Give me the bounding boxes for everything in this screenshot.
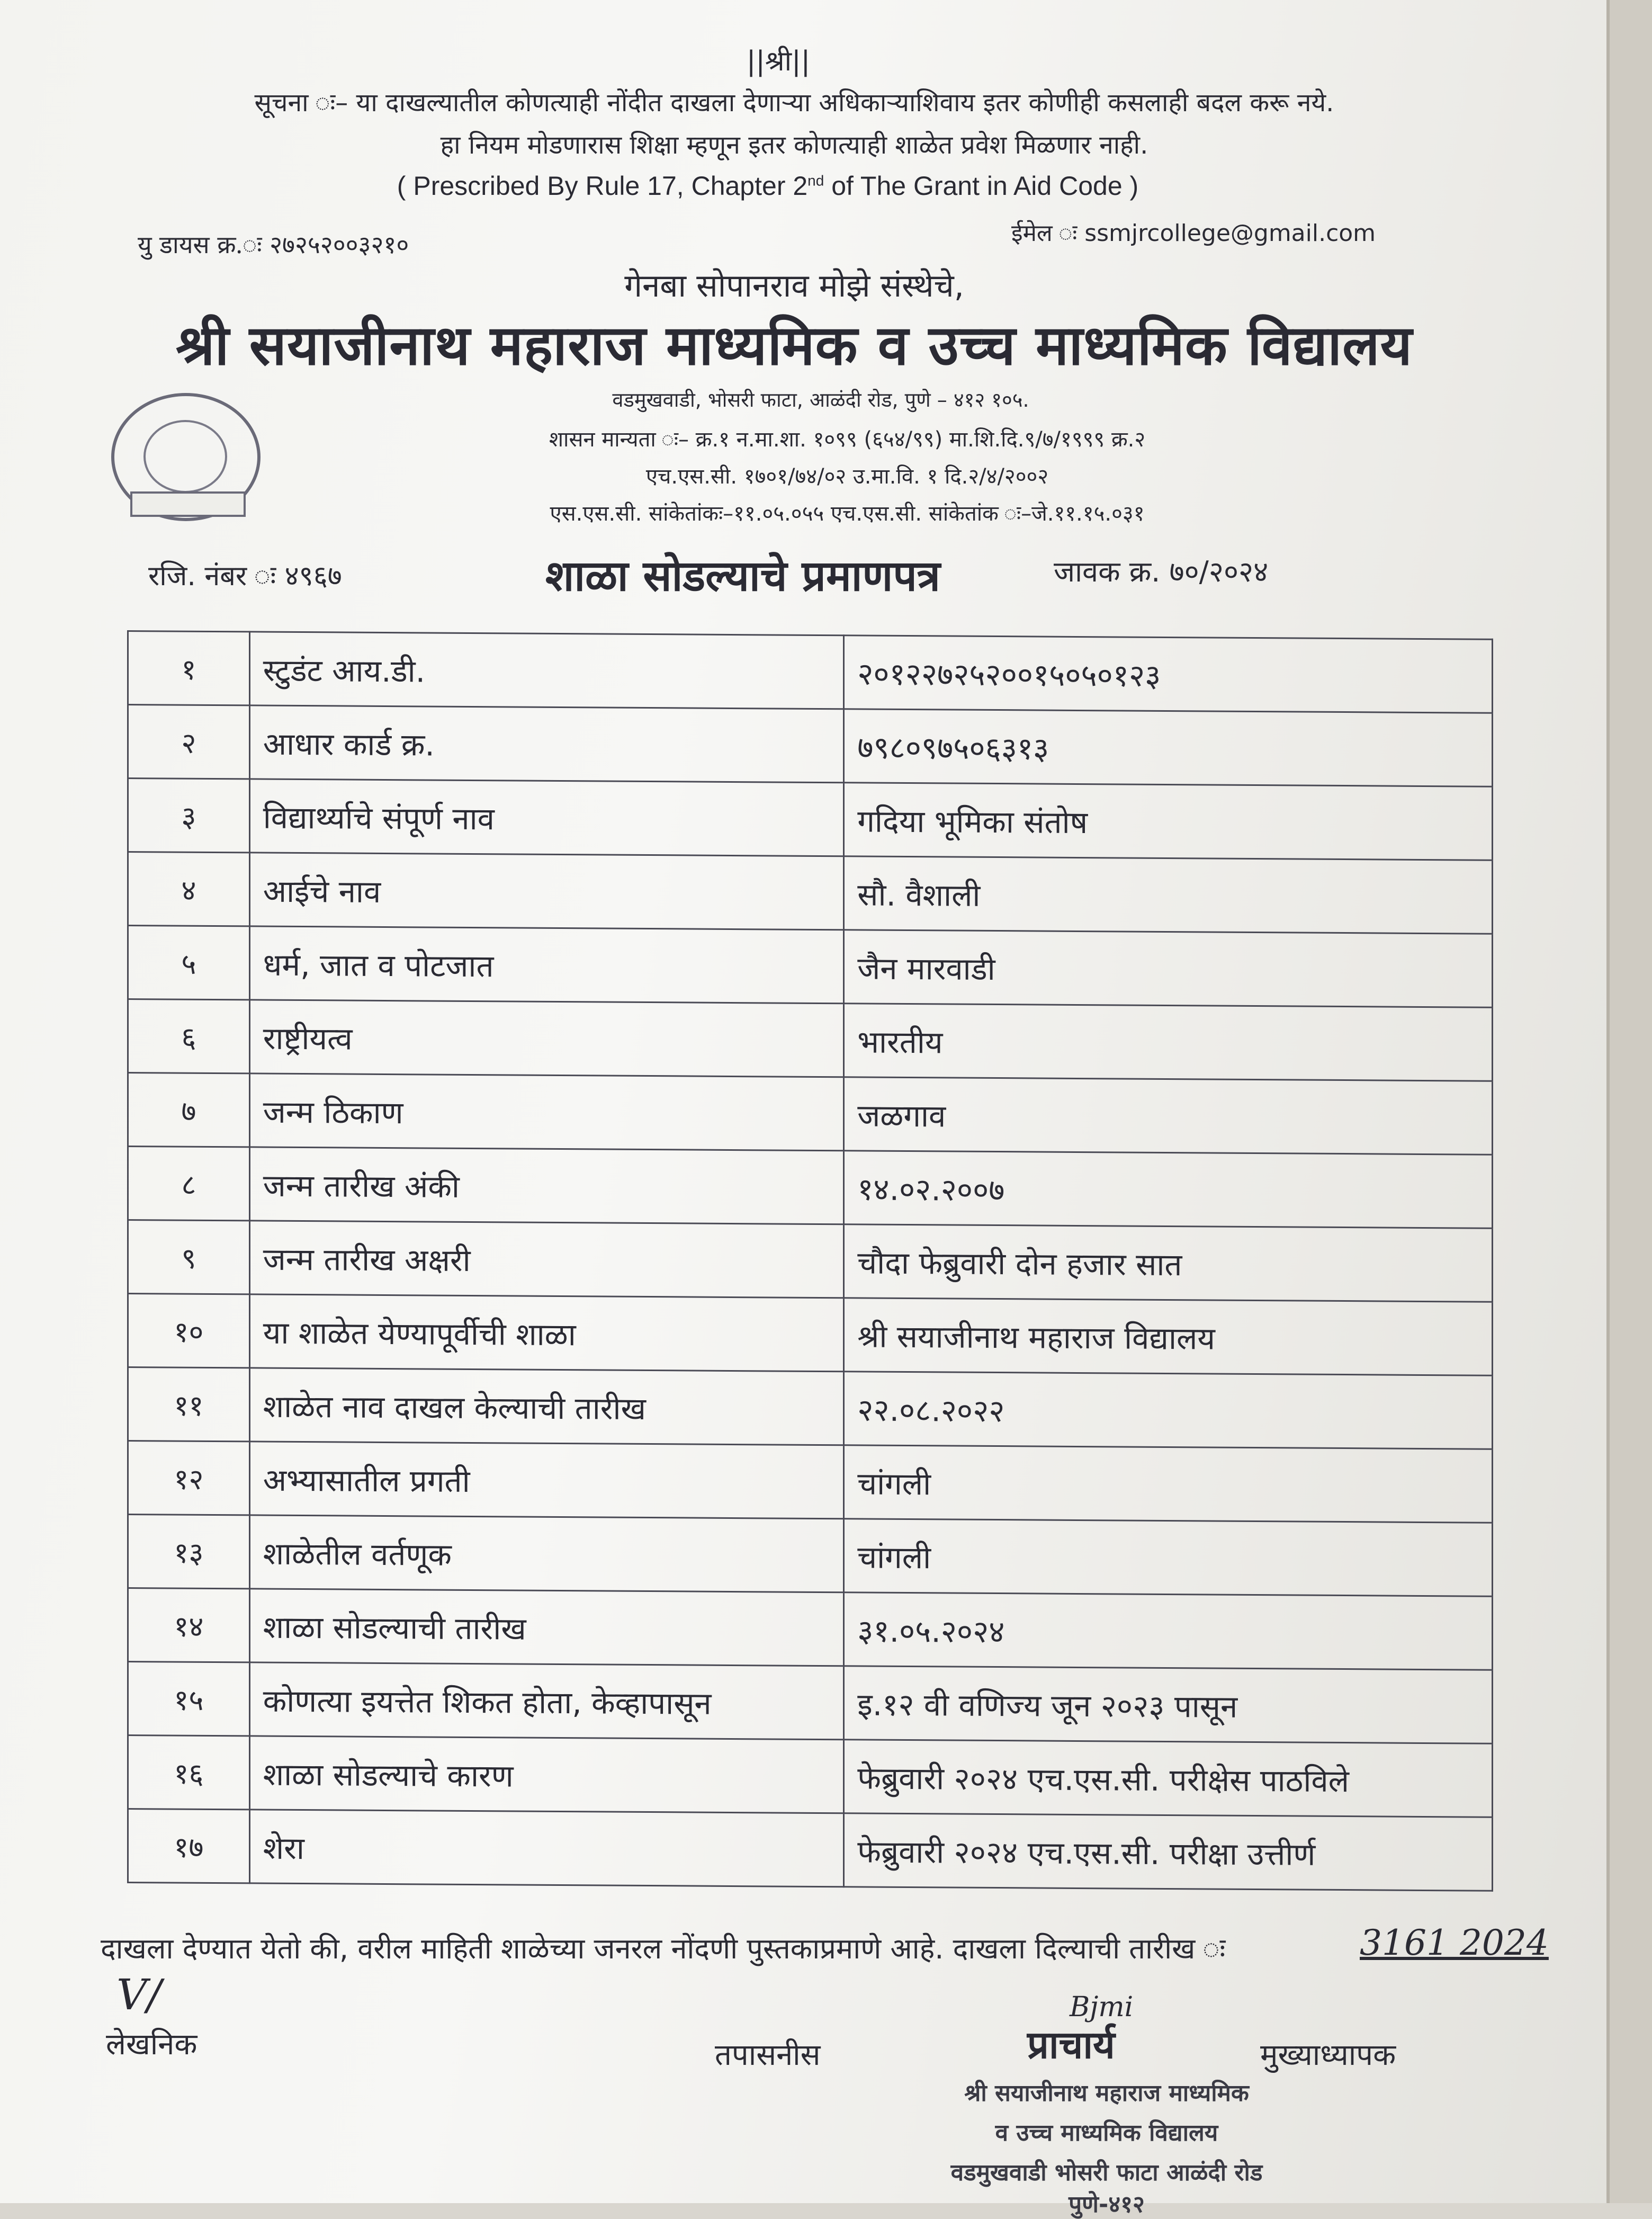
rule-reference	[318, 171, 1218, 201]
govt-recognition-line-3: एस.एस.सी. सांकेतांकः–११.०५.०५५ एच.एस.सी. सांकेतांक ः–जे.११.१५.०३१	[550, 502, 1145, 526]
row-value: २२.०८.२०२२	[844, 1372, 1493, 1449]
stamp-line-1: श्री सयाजीनाथ महाराज माध्यमिक	[964, 2080, 1249, 2107]
table-row	[128, 1662, 1493, 1744]
row-label: राष्ट्रीयत्व	[249, 1000, 844, 1077]
school-address: वडमुखवाडी, भोसरी फाटा, आळंदी रोड, पुणे – ४१२ १०५.	[612, 388, 1029, 411]
row-label: आईचे नाव	[249, 853, 844, 930]
row-number: ७	[128, 1073, 250, 1147]
row-label: स्टुडंट आय.डी.	[249, 632, 844, 709]
row-number: १६	[128, 1735, 250, 1810]
table-row	[128, 779, 1493, 861]
row-value: जळगाव	[844, 1077, 1493, 1155]
notice-line-1: सूचना ः– या दाखल्यातील कोणत्याही नोंदीत दाखला देणाऱ्या अधिकाऱ्याशिवाय इतर कोणीही कसलाही बदल करू नये.	[254, 88, 1334, 118]
row-label: शाळेतील वर्तणूक	[249, 1515, 844, 1592]
table-row	[128, 1809, 1493, 1891]
row-value: श्री सयाजीनाथ महाराज विद्यालय	[844, 1298, 1493, 1375]
row-value: सौ. वैशाली	[844, 856, 1493, 934]
shri-heading: ||श्री||	[746, 46, 811, 77]
row-label: जन्म तारीख अक्षरी	[249, 1221, 844, 1298]
trust-name: गेनबा सोपानराव मोझे संस्थेचे,	[624, 267, 964, 305]
outward-number: जावक क्र. ७०/२०२४	[1054, 555, 1269, 588]
adjacent-document-edge	[1606, 0, 1652, 2203]
seal-emblem	[143, 420, 227, 493]
row-label: जन्म तारीख अंकी	[249, 1147, 844, 1224]
row-number: ५	[128, 926, 250, 1000]
principal-signature: Bjmi	[1070, 1991, 1134, 2023]
table-row	[128, 631, 1493, 713]
principal-label: प्राचार्य	[1027, 2023, 1115, 2067]
registration-number: रजि. नंबर ः ४९६७	[148, 560, 342, 592]
row-number: १७	[128, 1809, 250, 1883]
row-number: २	[128, 705, 250, 779]
row-label: विद्यार्थ्याचे संपूर्ण नाव	[249, 779, 844, 856]
table-row	[128, 1294, 1493, 1376]
row-number: १३	[128, 1515, 250, 1589]
table-row	[128, 1147, 1493, 1229]
row-number: १	[128, 631, 250, 705]
row-value: इ.१२ वी वणिज्य जून २०२३ पासून	[844, 1666, 1493, 1743]
row-number: १५	[128, 1662, 250, 1736]
certificate-title: शाळा सोडल्याचे प्रमाणपत्र	[545, 551, 940, 601]
row-value: १४.०२.२००७	[844, 1151, 1493, 1228]
table-row	[128, 1735, 1493, 1818]
govt-recognition-line-1: शासन मान्यता ः– क्र.१ न.मा.शा. १०९९ (६५४/९९) मा.शि.दि.९/७/१९९९ क्र.२	[549, 427, 1146, 452]
row-label: कोणत्या इयत्तेत शिकत होता, केव्हापासून	[249, 1662, 844, 1740]
stamp-line-3: वडमुखवाडी भोसरी फाटा आळंदी रोड	[950, 2159, 1263, 2186]
row-number: ४	[128, 852, 250, 926]
row-number: ३	[128, 779, 250, 853]
row-value: चांगली	[844, 1519, 1493, 1596]
row-number: ६	[128, 999, 250, 1073]
school-seal-logo	[111, 393, 261, 521]
row-value: चांगली	[844, 1445, 1493, 1523]
stamp-line-4: पुणे-४१२	[1069, 2191, 1145, 2218]
row-value: फेब्रुवारी २०२४ एच.एस.सी. परीक्षेस पाठविले	[844, 1740, 1493, 1817]
stamp-line-2: व उच्च माध्यमिक विद्यालय	[995, 2119, 1218, 2146]
notice-line-2: हा नियम मोडणारास शिक्षा म्हणून इतर कोणत्याही शाळेत प्रवेश मिळणार नाही.	[440, 130, 1148, 160]
headmaster-label: मुख्याध्यापक	[1260, 2038, 1396, 2072]
row-value: ७९८०९७५०६३१३	[844, 709, 1493, 786]
row-number: ९	[128, 1220, 250, 1294]
row-label: शाळा सोडल्याचे कारण	[249, 1736, 844, 1813]
rule-superscript: nd	[807, 172, 824, 189]
row-value: फेब्रुवारी २०२४ एच.एस.सी. परीक्षा उत्तीर्ण	[844, 1813, 1493, 1891]
row-label: या शाळेत येण्यापूर्वीची शाळा	[249, 1294, 844, 1372]
table-row	[128, 926, 1493, 1008]
row-number: १०	[128, 1294, 250, 1368]
table-row	[128, 705, 1493, 787]
checker-label: तपासनीस	[715, 2038, 821, 2072]
row-label: अभ्यासातील प्रगती	[249, 1442, 844, 1519]
rule-text: ( Prescribed By Rule 17, Chapter 2	[397, 171, 808, 201]
row-value: चौदा फेब्रुवारी दोन हजार सात	[844, 1224, 1493, 1302]
row-value: गदिया भूमिका संतोष	[844, 783, 1493, 860]
row-number: १४	[128, 1588, 250, 1662]
table-row	[128, 1220, 1493, 1302]
clerk-signature: V/	[116, 1970, 161, 2019]
table-row	[128, 1073, 1493, 1155]
row-label: आधार कार्ड क्र.	[249, 705, 844, 783]
table-row	[128, 852, 1493, 934]
school-name: श्री सयाजीनाथ महाराज माध्यमिक व उच्च माध्यमिक विद्यालय	[175, 313, 1413, 378]
row-label: शेरा	[249, 1810, 844, 1887]
row-value: २०१२२७२५२००१५०५०१२३	[844, 636, 1493, 713]
row-label: शाळा सोडल्याची तारीख	[249, 1589, 844, 1666]
declaration-text: दाखला देण्यात येतो की, वरील माहिती शाळेच्या जनरल नोंदणी पुस्तकाप्रमाणे आहे. दाखला दिल्याची तारीख ः	[101, 1932, 1226, 1965]
table-row	[128, 999, 1493, 1081]
row-label: धर्म, जात व पोटजात	[249, 926, 844, 1004]
table-row	[128, 1367, 1493, 1449]
udise-number: यु डायस क्र.ः २७२५२००३२१०	[138, 230, 409, 259]
clerk-label: लेखनिक	[106, 2027, 197, 2062]
row-number: ८	[128, 1147, 250, 1221]
row-value: जैन मारवाडी	[844, 930, 1493, 1007]
row-number: ११	[128, 1367, 250, 1442]
certificate-details-table	[127, 630, 1493, 1892]
row-value: ३१.०५.२०२४	[844, 1592, 1493, 1670]
school-email: ईमेल ः ssmjrcollege@gmail.com	[1011, 220, 1376, 247]
govt-recognition-line-2: एच.एस.सी. १७०१/७४/०२ उ.मा.वि. १ दि.२/४/२००२	[645, 464, 1049, 489]
row-label: जन्म ठिकाण	[249, 1073, 844, 1151]
row-label: शाळेत नाव दाखल केल्याची तारीख	[249, 1368, 844, 1445]
rule-text-end: of The Grant in Aid Code )	[824, 171, 1139, 201]
seal-ribbon	[130, 491, 246, 517]
table-row	[128, 1441, 1493, 1523]
row-value: भारतीय	[844, 1004, 1493, 1081]
table-row	[128, 1515, 1493, 1597]
table-row	[128, 1588, 1493, 1670]
issue-date-handwritten: 3161 2024	[1360, 1922, 1549, 1963]
row-number: १२	[128, 1441, 250, 1515]
